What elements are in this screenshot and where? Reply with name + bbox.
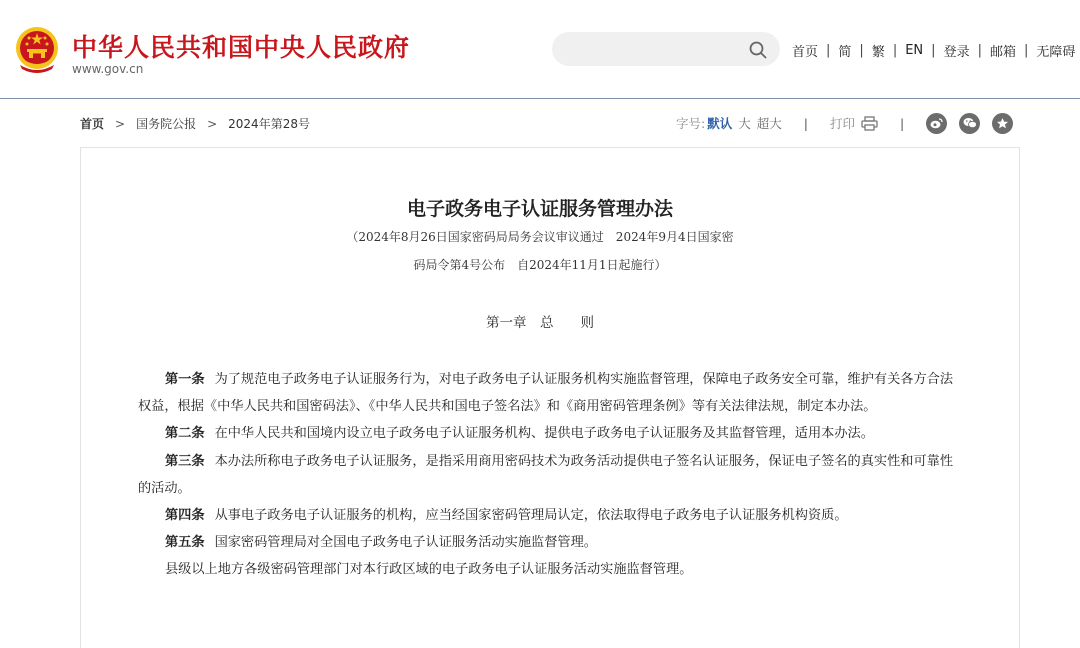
header-divider xyxy=(0,98,1080,99)
breadcrumb-issue[interactable]: 2024年第28号 xyxy=(228,117,310,131)
breadcrumb-home[interactable]: 首页 xyxy=(80,117,105,131)
chapter-heading: 第一章 总 则 xyxy=(486,315,594,331)
nav-home[interactable]: 首页 xyxy=(792,44,819,60)
font-size-large[interactable]: 大 xyxy=(738,116,751,131)
article-paragraph xyxy=(138,448,956,502)
search-input[interactable] xyxy=(552,32,780,66)
article-text: 本办法所称电子政务电子认证服务，是指采用商用密码技术为政务活动提供电子签名认证服务，保证电子签名的真实性和可靠性的活动。 xyxy=(138,453,954,496)
printer-icon xyxy=(861,116,878,131)
chevron-right-icon: > xyxy=(207,116,218,131)
breadcrumb-gazette[interactable]: 国务院公报 xyxy=(136,117,197,131)
article-label: 第一条 xyxy=(165,372,205,387)
article-label: 第二条 xyxy=(165,426,205,442)
search-icon[interactable] xyxy=(748,40,768,60)
nav-traditional[interactable]: 繁 xyxy=(871,44,885,60)
nav-separator: | xyxy=(977,42,982,58)
chevron-right-icon: > xyxy=(115,116,126,131)
article-text: 从事电子政务电子认证服务的机构，应当经国家密码管理局认定，依法取得电子政务电子认证服务机构资质。 xyxy=(214,508,848,524)
nav-separator: | xyxy=(859,42,864,58)
article-text: 国家密码管理局对全国电子政务电子认证服务活动实施监督管理。 xyxy=(214,535,597,551)
article-paragraph xyxy=(138,556,956,583)
article-tools xyxy=(676,113,1025,133)
document-subtitle-line1: （2024年8月26日国家密码局局务会议审议通过 2024年9月4日国家密 xyxy=(346,230,734,244)
site-header xyxy=(0,0,1080,98)
tools-separator: | xyxy=(803,115,808,131)
print-label: 打印 xyxy=(829,116,855,131)
weibo-icon[interactable] xyxy=(926,113,947,134)
font-size-default[interactable]: 默认 xyxy=(707,116,733,131)
favorite-icon[interactable] xyxy=(992,113,1013,134)
article-label: 第五条 xyxy=(165,535,205,551)
document-subtitle-line2: 码局令第4号公布 自2024年11月1日起施行） xyxy=(413,258,667,272)
nav-mail[interactable]: 邮箱 xyxy=(989,44,1016,60)
article-text: 县级以上地方各级密码管理部门对本行政区域的电子政务电子认证服务活动实施监督管理。 xyxy=(165,562,693,578)
nav-separator: | xyxy=(931,42,936,58)
print-button[interactable] xyxy=(830,114,878,132)
site-url[interactable]: www.gov.cn xyxy=(72,62,144,76)
wechat-icon[interactable] xyxy=(959,113,980,134)
nav-separator: | xyxy=(1023,42,1029,58)
top-nav xyxy=(792,41,1075,59)
article-text: 在中华人民共和国境内设立电子政务电子认证服务机构、提供电子政务电子认证服务及其监督管理，适用本办法。 xyxy=(214,426,874,442)
national-emblem-icon[interactable] xyxy=(14,25,60,73)
breadcrumb xyxy=(80,115,310,132)
nav-simplified[interactable]: 简 xyxy=(838,44,852,60)
tools-separator: | xyxy=(900,115,905,131)
article-text: 为了规范电子政务电子认证服务行为，对电子政务电子认证服务机构实施监督管理，保障电子政务安全可靠，维护有关各方合法权益，根据《中华人民共和国密码法》、《中华人民共和国电子签名法》和《商用密码管理条例》等有关法律法规，制定本办法。 xyxy=(138,372,954,415)
article-body xyxy=(138,366,956,584)
nav-accessibility[interactable]: 无障碍 xyxy=(1036,44,1076,60)
nav-separator: | xyxy=(892,42,898,58)
site-title[interactable]: 中华人民共和国中央人民政府 xyxy=(72,33,411,62)
font-size-label: 字号: xyxy=(676,116,706,131)
article-label: 第三条 xyxy=(165,453,205,469)
article-paragraph xyxy=(138,366,956,420)
article-paragraph xyxy=(138,420,956,447)
article-paragraph xyxy=(138,502,956,529)
nav-english[interactable]: EN xyxy=(905,42,924,58)
article-paragraph xyxy=(138,529,956,556)
nav-login[interactable]: 登录 xyxy=(943,44,970,60)
nav-separator: | xyxy=(826,42,831,58)
article-label: 第四条 xyxy=(165,508,205,524)
document-title: 电子政务电子认证服务管理办法 xyxy=(406,198,673,220)
font-size-xlarge[interactable]: 超大 xyxy=(756,116,782,131)
